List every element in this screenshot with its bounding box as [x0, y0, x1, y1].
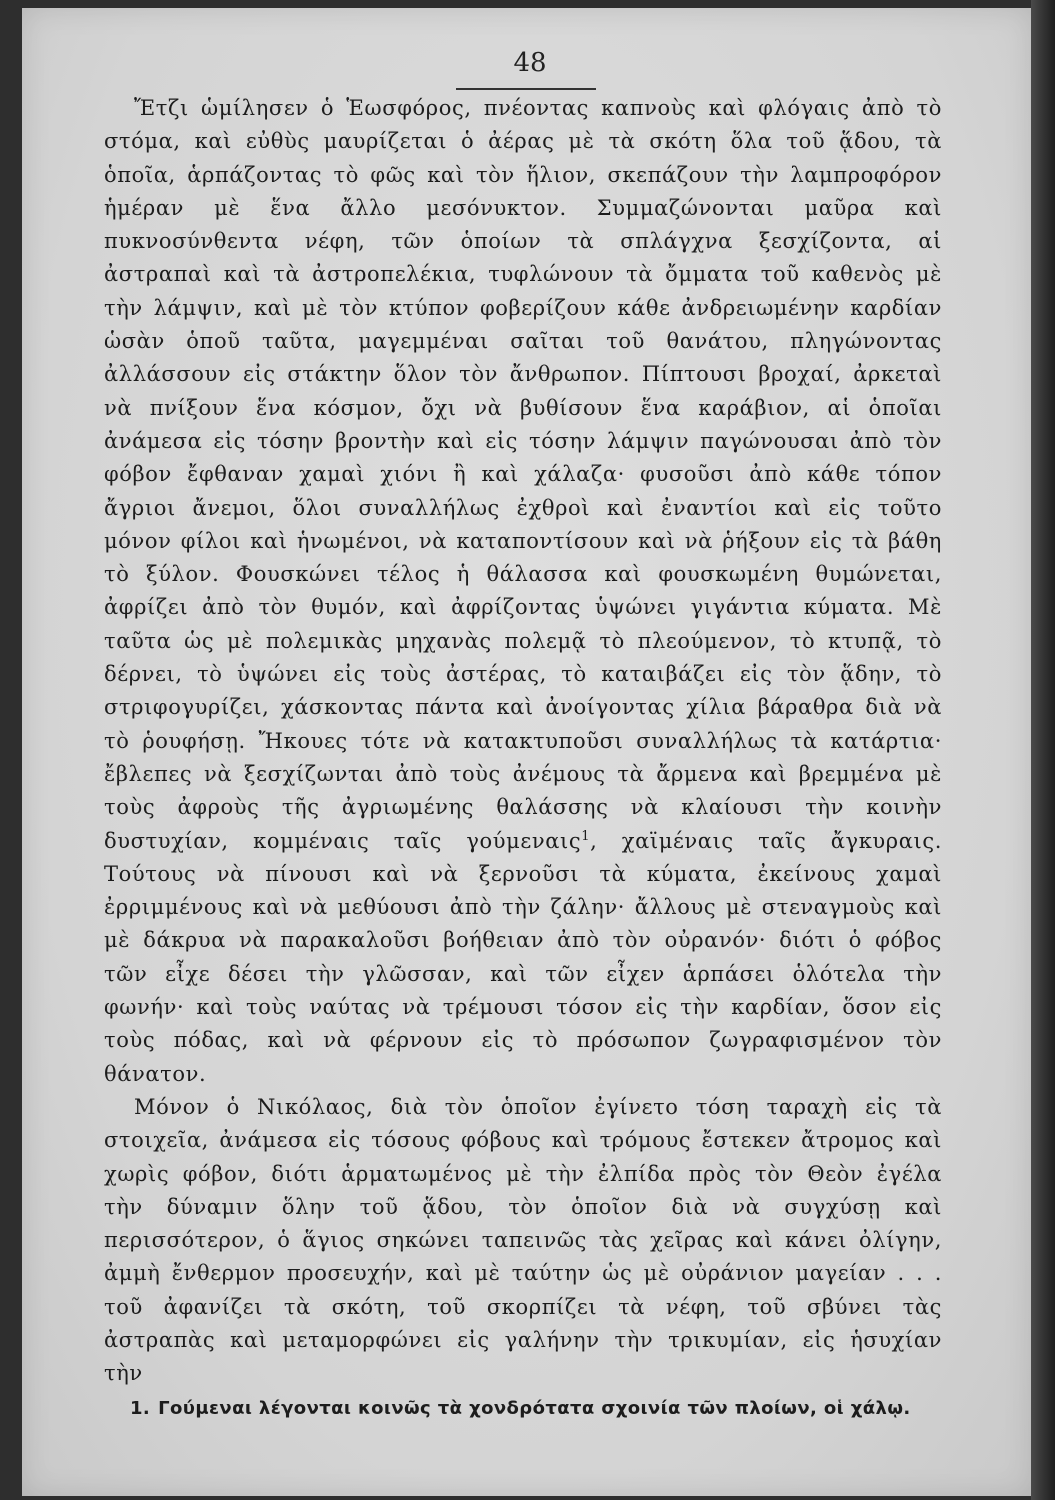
paragraph-2: Μόνον ὁ Νικόλαος, διὰ τὸν ὁποῖον ἐγίνετο τόση ταραχὴ εἰς τὰ στοιχεῖα, ἀνάμεσα εἰς τόσους φόβους καὶ τρόμους ἔστεκεν ἄτρομος καὶ χωρὶς φόβον, διότι ἁρματωμένος μὲ τὴν ἐλπίδα πρὸς τὸν Θεὸν ἐγέλα τὴν δύναμιν ὅλην τοῦ ᾅδου, τὸν ὁποῖον διὰ νὰ συγχύσῃ καὶ περισσότερον, ὁ ἅγιος σηκώνει ταπεινῶς τὰς χεῖρας καὶ κάνει ὀλίγην, ἀμμὴ ἔνθερμον προσευχήν, καὶ μὲ ταύτην ὡς μὲ οὐράνιον μαγείαν . . . τοῦ ἀφανίζει τὰ σκότη, τοῦ σκορπίζει τὰ νέφη, τοῦ σβύνει τὰς ἀστραπὰς καὶ μεταμορφώνει εἰς γαλήνην τὴν τρικυμίαν, εἰς ἡσυχίαν τὴν [104, 1094, 942, 1386]
body-text [104, 92, 942, 1391]
page-edge-shadow [1031, 0, 1055, 1500]
page-number-rule [456, 88, 596, 90]
paragraph-1-text-b: , χαϊμέναις ταῖς ἄγκυραις. Τούτους νὰ πίνουσι καὶ νὰ ξερνοῦσι τὰ κύματα, ἐκείνους χαμαὶ ἐρριμμένους καὶ νὰ μεθύουσι ἀπὸ τὴν ζάλην· ἄλλους μὲ στεναγμοὺς καὶ μὲ δάκρυα νὰ παρακαλοῦσι βοήθειαν ἀπὸ τὸν οὐρανόν· διότι ὁ φόβος τῶν εἶχε δέσει τὴν γλῶσσαν, καὶ τῶν εἶχεν ἁρπάσει ὁλότελα τὴν φωνήν· καὶ τοὺς ναύτας νὰ τρέμουσι τόσον εἰς τὴν καρδίαν, ὅσον εἰς τοὺς πόδας, καὶ νὰ φέρνουν εἰς τὸ πρόσωπον ζωγραφισμένον τὸν θάνατον. [104, 828, 942, 1086]
footnote-text: Γούμεναι λέγονται κοινῶς τὰ χονδρότατα σχοινία τῶν πλοίων, οἱ χάλῳ. [158, 1398, 911, 1419]
page-number: 48 [513, 48, 547, 78]
paragraph-1-text-a: Ἔτζι ὡμίλησεν ὁ Ἑωσφόρος, πνέοντας καπνοὺς καὶ φλόγαις ἀπὸ τὸ στόμα, καὶ εὐθὺς μαυρίζεται ὁ ἀέρας μὲ τὰ σκότη ὅλα τοῦ ᾅδου, τὰ ὁποῖα, ἁρπάζοντας τὸ φῶς καὶ τὸν ἥλιον, σκεπάζουν τὴν λαμπροφόρον ἡμέραν μὲ ἕνα ἄλλο μεσόνυκτον. Συμμαζώνονται μαῦρα καὶ πυκνοσύνθεντα νέφη, τῶν ὁποίων τὰ σπλάγχνα ξεσχίζοντα, αἱ ἀστραπαὶ καὶ τὰ ἀστροπελέκια, τυφλώνουν τὰ ὄμματα τοῦ καθενὸς μὲ τὴν λάμψιν, καὶ μὲ τὸν κτύπον φοβερίζουν κάθε ἀνδρειωμένην καρδίαν ὡσὰν ὁποῦ ταῦτα, μαγεμμέναι σαῖται τοῦ θανάτου, πληγώνοντας ἀλλάσσουν εἰς στάκτην ὅλον τὸν ἄνθρωπον. Πίπτουσι βροχαί, ἀρκεταὶ νὰ πνίξουν ἕνα κόσμον, ὄχι νὰ βυθίσουν ἕνα καράβιον, αἱ ὁποῖαι ἀνάμεσα εἰς τόσην βροντὴν καὶ εἰς τόσην λάμψιν παγώνουσαι ἀπὸ τὸν φόβον ἔφθαναν χαμαὶ χιόνι ἢ καὶ χάλαζα· φυσοῦσι ἀπὸ κάθε τόπον ἄγριοι ἄνεμοι, ὅλοι συναλλήλως ἐχθροὶ καὶ ἐναντίοι καὶ εἰς τοῦτο μόνον φίλοι καὶ ἡνωμένοι, νὰ καταποντίσουν καὶ νὰ ῥήξουν εἰς τὰ βάθη τὸ ξύλον. Φουσκώνει τέλος ἡ θάλασσα καὶ φουσκωμένη θυμώνεται, ἀφρίζει ἀπὸ τὸν θυμόν, καὶ ἀφρίζοντας ὑψώνει γιγάντια κύματα. Μὲ ταῦτα ὡς μὲ πολεμικὰς μηχανὰς πολεμᾷ τὸ πλεούμενον, τὸ κτυπᾷ, τὸ δέρνει, τὸ ὑψώνει εἰς τοὺς ἀστέρας, τὸ καταιβάζει εἰς τὸν ᾅδην, τὸ στριφογυρίζει, χάσκοντας πάντα καὶ ἀνοίγοντας χίλια βάραθρα διὰ νὰ τὸ ῥουφήσῃ. Ἤκουες τότε νὰ κατακτυποῦσι συναλλήλως τὰ κατάρτια· ἔβλεπες νὰ ξεσχίζωνται ἀπὸ τοὺς ἀνέμους τὰ ἄρμενα καὶ βρεμμένα μὲ τοὺς ἀφροὺς τῆς ἀγριωμένης θαλάσσης νὰ κλαίουσι τὴν κοινὴν δυστυχίαν, κομμέναις ταῖς γούμεναις [104, 96, 942, 853]
footnote-number: 1. [130, 1398, 151, 1419]
footnote-reference-mark: 1 [581, 828, 591, 844]
footnote [130, 1398, 930, 1419]
paragraph-1 [104, 92, 942, 1091]
